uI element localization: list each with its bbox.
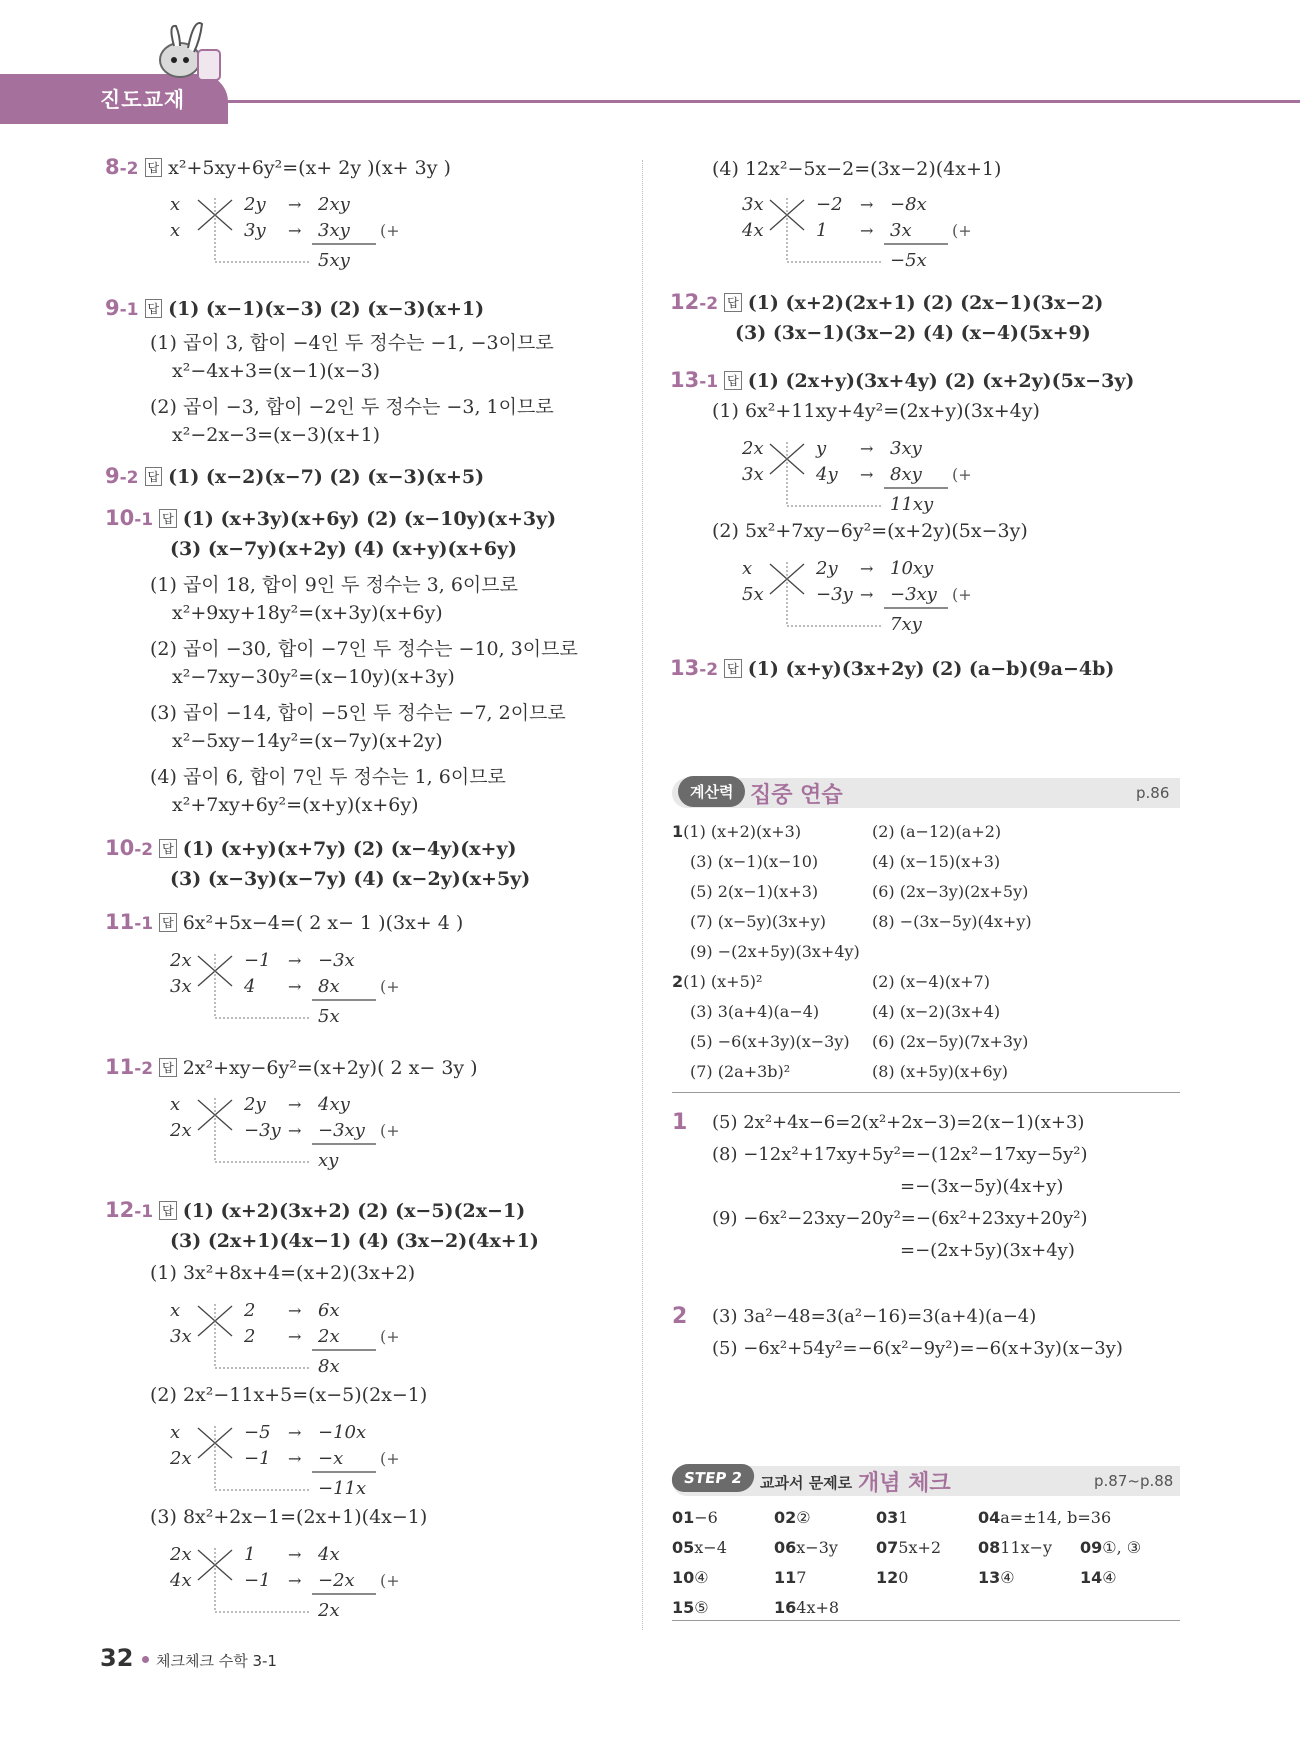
book-title: 체크체크 수학 3-1: [156, 1652, 277, 1670]
step2-answer-item: [978, 1568, 1015, 1587]
answer-text: (1) (2x+y)(3x+4y) (2) (x+2y)(5x−3y): [747, 370, 1135, 392]
cross-diagram-svg: [170, 948, 410, 1034]
step2-item-value: ②: [796, 1508, 811, 1527]
right-factor-1: −1: [244, 950, 271, 971]
cross-multiplication-diagram: [170, 1298, 410, 1388]
step2-item-number: 08: [978, 1538, 1001, 1557]
arrow-icon: →: [288, 1545, 302, 1564]
cross-diagram-svg: [742, 192, 982, 278]
calc-answer-item: [672, 822, 801, 841]
calc-item-text: (3) 3(a+4)(a−4): [690, 1002, 820, 1021]
calc-item-text: (8) (x+5y)(x+6y): [872, 1062, 1009, 1081]
right-factor-2: 3y: [244, 220, 266, 241]
explanation-line: x²−4x+3=(x−1)(x−3): [172, 360, 381, 382]
sum-result: 5xy: [318, 250, 350, 271]
problem-12-1: 12-1 답 (1) (x+2)(3x+2) (2) (x−5)(2x−1): [105, 1198, 526, 1222]
explanation-line: (3) 곱이 −14, 합이 −5인 두 정수는 −7, 2이므로: [150, 702, 566, 724]
plus-bracket: (+: [952, 585, 972, 604]
calc-answer-item: [872, 912, 1032, 931]
arrow-icon: →: [288, 1449, 302, 1468]
calc-item-text: (2) (x−4)(x+7): [872, 972, 990, 991]
calc-answer-item: [690, 912, 826, 931]
step2-item-number: 06: [774, 1538, 797, 1557]
calc-answer-item: [690, 882, 818, 901]
arrow-icon: →: [288, 1327, 302, 1346]
product-1: 4x: [318, 1544, 340, 1565]
problem-10-2: 10-2 답 (1) (x+y)(x+7y) (2) (x−4y)(x+y): [105, 836, 517, 860]
calc-answer-item: [690, 1032, 850, 1051]
answer-text: x²+5xy+6y²=(x+ 2y )(x+ 3y ): [168, 157, 451, 179]
problem-8-2: [105, 155, 451, 179]
answer-text: (1) (x+y)(3x+2y) (2) (a−b)(9a−4b): [747, 658, 1115, 680]
arrow-icon: →: [288, 1121, 302, 1140]
calc-answer-item: [690, 1062, 790, 1081]
cross-multiplication-diagram: [170, 1420, 410, 1510]
product-1: −8x: [890, 194, 927, 215]
arrow-icon: →: [860, 465, 874, 484]
explanation-line: (2) 곱이 −3, 합이 −2인 두 정수는 −3, 1이므로: [150, 396, 554, 418]
calc-item-text: (8) −(3x−5y)(4x+y): [872, 912, 1032, 931]
plus-bracket: (+: [380, 977, 400, 996]
step2-item-value: ④: [1000, 1568, 1015, 1587]
product-2: −x: [318, 1448, 344, 1469]
step2-item-number: 12: [876, 1568, 899, 1587]
left-factor-2: 5x: [742, 584, 764, 605]
left-factor-2: 2x: [170, 1120, 192, 1141]
divider: [672, 1092, 1180, 1093]
cross-multiplication-diagram: [742, 556, 982, 646]
left-factor-1: x: [170, 194, 181, 215]
product-1: −3x: [318, 950, 355, 971]
right-factor-1: 2y: [244, 1094, 266, 1115]
product-2: 3xy: [318, 220, 350, 241]
calc-answer-item: [872, 852, 1000, 871]
step2-answer-item: [1080, 1538, 1141, 1557]
step2-answer-item: [876, 1568, 908, 1587]
step2-item-number: 07: [876, 1538, 899, 1557]
product-2: 8x: [318, 976, 340, 997]
right-factor-1: y: [816, 438, 827, 459]
calc-answer-item: [872, 972, 990, 991]
arrow-icon: →: [288, 1423, 302, 1442]
right-factor-2: −3y: [816, 584, 853, 605]
explanation-line: =−(3x−5y)(4x+y): [900, 1176, 1064, 1197]
step2-answer-item: [774, 1598, 839, 1617]
step2-item-number: 16: [774, 1598, 797, 1617]
divider: [672, 1620, 1180, 1621]
explanation-line: x²−5xy−14y²=(x−7y)(x+2y): [172, 730, 443, 752]
sum-result: xy: [318, 1150, 339, 1171]
explanation-line: x²+9xy+18y²=(x+3y)(x+6y): [172, 602, 443, 624]
left-factor-1: x: [170, 1094, 181, 1115]
sum-result: 5x: [318, 1006, 340, 1027]
calc-item-text: (6) (2x−5y)(7x+3y): [872, 1032, 1029, 1051]
step2-answer-item: [672, 1598, 709, 1617]
product-1: 2xy: [318, 194, 350, 215]
calc-pill-badge: 계산력: [678, 776, 745, 807]
right-factor-2: 4y: [816, 464, 838, 485]
step2-item-value: 7: [796, 1568, 807, 1587]
calc-item-text: (9) −(2x+5y)(3x+4y): [690, 942, 860, 961]
calc-item-text: (4) (x−15)(x+3): [872, 852, 1001, 871]
cross-multiplication-diagram: [170, 1092, 410, 1182]
step2-answer-item: [978, 1538, 1052, 1557]
right-factor-2: 2: [244, 1326, 256, 1347]
step2-answer-item: [1080, 1568, 1117, 1587]
step2-answer-item: [672, 1538, 727, 1557]
answer-text: (1) (x−1)(x−3) (2) (x−3)(x+1): [168, 298, 485, 320]
column-divider: [642, 160, 643, 1630]
arrow-icon: →: [288, 951, 302, 970]
arrow-icon: →: [860, 439, 874, 458]
step2-item-number: 10: [672, 1568, 695, 1587]
footer-bullet-icon: [142, 1656, 149, 1663]
calc-answer-item: [872, 822, 1001, 841]
step2-subtitle: 교과서 문제로: [760, 1474, 853, 1492]
right-factor-2: 4: [244, 976, 256, 997]
right-factor-2: −1: [244, 1570, 271, 1591]
calc-item-text: (5) −6(x+3y)(x−3y): [690, 1032, 850, 1051]
product-2: −3xy: [318, 1120, 365, 1141]
answer-text: (1) (x+2)(3x+2) (2) (x−5)(2x−1): [182, 1200, 526, 1222]
answer-text: 6x²+5x−4=( 2 x− 1 )(3x+ 4 ): [182, 912, 464, 934]
step2-item-number: 04: [978, 1508, 1001, 1527]
problem-9-2: 9-2 답 (1) (x−2)(x−7) (2) (x−3)(x+5): [105, 464, 485, 488]
cross-diagram-svg: [170, 192, 410, 278]
answer-text: (1) (x+3y)(x+6y) (2) (x−10y)(x+3y): [182, 508, 557, 530]
right-factor-1: −5: [244, 1422, 271, 1443]
calc-item-text: (4) (x−2)(3x+4): [872, 1002, 1001, 1021]
step2-item-number: 05: [672, 1538, 695, 1557]
left-factor-1: 2x: [742, 438, 764, 459]
answer-text: (3) (3x−1)(3x−2) (4) (x−4)(5x+9): [735, 322, 1091, 344]
calc-answer-item: [872, 1062, 1008, 1081]
product-1: 10xy: [890, 558, 934, 579]
explanation-number: 1: [672, 1110, 688, 1135]
rabbit-mascot-icon: [150, 10, 230, 90]
problem-11-2: 11-2 답 2x²+xy−6y²=(x+2y)( 2 x− 3y ): [105, 1055, 478, 1079]
arrow-icon: →: [288, 221, 302, 240]
calc-section-bar: [672, 778, 1180, 808]
calc-item-text: (3) (x−1)(x−10): [690, 852, 819, 871]
explanation-line: (1) 3x²+8x+4=(x+2)(3x+2): [150, 1262, 416, 1284]
step2-item-value: 11x−y: [1000, 1538, 1053, 1557]
step2-answer-item: [774, 1508, 811, 1527]
left-factor-2: 3x: [170, 1326, 192, 1347]
explanation-line: (5) −6x²+54y²=−6(x²−9y²)=−6(x+3y)(x−3y): [712, 1338, 1123, 1359]
step2-item-value: x−4: [694, 1538, 727, 1557]
step2-title: 개념 체크: [858, 1471, 951, 1496]
arrow-icon: →: [860, 559, 874, 578]
step2-item-value: ④: [694, 1568, 709, 1587]
step2-answer-item: [672, 1568, 709, 1587]
explanation-line: x²−7xy−30y²=(x−10y)(x+3y): [172, 666, 455, 688]
answer-text: (3) (2x+1)(4x−1) (4) (3x−2)(4x+1): [170, 1230, 539, 1252]
explanation-line: (2) 5x²+7xy−6y²=(x+2y)(5x−3y): [712, 520, 1028, 542]
step2-pill-badge: STEP 2: [670, 1464, 756, 1492]
product-2: 2x: [318, 1326, 340, 1347]
problem-10-1: 10-1 답 (1) (x+3y)(x+6y) (2) (x−10y)(x+3y): [105, 506, 557, 530]
problem-13-1: 13-1 답 (1) (2x+y)(3x+4y) (2) (x+2y)(5x−3y): [670, 368, 1135, 392]
cross-multiplication-diagram: [170, 1542, 410, 1632]
plus-bracket: (+: [380, 1571, 400, 1590]
explanation-line: (5) 2x²+4x−6=2(x²+2x−3)=2(x−1)(x+3): [712, 1112, 1085, 1133]
right-factor-1: 2y: [816, 558, 838, 579]
step2-item-number: 01: [672, 1508, 695, 1527]
calc-item-text: (6) (2x−3y)(2x+5y): [872, 882, 1029, 901]
step2-item-value: 1: [898, 1508, 909, 1527]
sum-result: 7xy: [890, 614, 922, 635]
calc-item-text: (1) (x+5)²: [683, 972, 763, 991]
header-rule: [200, 100, 1300, 103]
cross-diagram-svg: [170, 1298, 410, 1384]
calc-section-title: 집중 연습: [750, 783, 843, 808]
sum-result: 8x: [318, 1356, 340, 1377]
left-factor-1: x: [170, 1300, 181, 1321]
calc-item-text: (2) (a−12)(a+2): [872, 822, 1002, 841]
left-factor-2: 4x: [170, 1570, 192, 1591]
calc-item-text: (1) (x+2)(x+3): [683, 822, 802, 841]
left-factor-2: 3x: [170, 976, 192, 997]
step2-item-value: ⑤: [694, 1598, 709, 1617]
calc-item-text: (7) (x−5y)(3x+y): [690, 912, 827, 931]
explanation-line: (4) 곱이 6, 합이 7인 두 정수는 1, 6이므로: [150, 766, 506, 788]
cross-diagram-svg: [742, 556, 982, 642]
calc-item-number: 1: [672, 822, 684, 841]
answer-text: (3) (x−7y)(x+2y) (4) (x+y)(x+6y): [170, 538, 517, 560]
explanation-line: (2) 곱이 −30, 합이 −7인 두 정수는 −10, 3이므로: [150, 638, 578, 660]
product-1: −10x: [318, 1422, 367, 1443]
explanation-number: 2: [672, 1304, 688, 1329]
arrow-icon: →: [288, 1571, 302, 1590]
problem-11-1: 11-1 답 6x²+5x−4=( 2 x− 1 )(3x+ 4 ): [105, 910, 464, 934]
step2-answer-item: [672, 1508, 718, 1527]
explanation-line: (1) 곱이 3, 합이 −4인 두 정수는 −1, −3이므로: [150, 332, 554, 354]
arrow-icon: →: [288, 1095, 302, 1114]
problem-13-2: 13-2 답 (1) (x+y)(3x+2y) (2) (a−b)(9a−4b): [670, 656, 1115, 680]
right-factor-2: −1: [244, 1448, 271, 1469]
explanation-line: (1) 곱이 18, 합이 9인 두 정수는 3, 6이므로: [150, 574, 518, 596]
left-factor-1: 2x: [170, 950, 192, 971]
step2-item-value: ①, ③: [1102, 1538, 1142, 1557]
explanation-line: x²+7xy+6y²=(x+y)(x+6y): [172, 794, 419, 816]
problem-12-2: 12-2 답 (1) (x+2)(2x+1) (2) (2x−1)(3x−2): [670, 290, 1104, 314]
explanation-line: (2) 2x²−11x+5=(x−5)(2x−1): [150, 1384, 428, 1406]
right-factor-1: −2: [816, 194, 843, 215]
sum-result: −5x: [890, 250, 927, 271]
sum-result: 11xy: [890, 494, 934, 515]
product-2: 3x: [890, 220, 912, 241]
right-factor-1: 2y: [244, 194, 266, 215]
cross-diagram-svg: [170, 1092, 410, 1178]
cross-multiplication-diagram: [170, 192, 410, 282]
calc-item-text: (5) 2(x−1)(x+3): [690, 882, 819, 901]
product-1: 6x: [318, 1300, 340, 1321]
answer-text: 2x²+xy−6y²=(x+2y)( 2 x− 3y ): [182, 1057, 478, 1079]
step2-item-value: 5x+2: [898, 1538, 942, 1557]
explanation-line: =−(2x+5y)(3x+4y): [900, 1240, 1075, 1261]
answer-tag: 답: [145, 158, 163, 177]
plus-bracket: (+: [380, 1121, 400, 1140]
step2-answer-item: [978, 1508, 1111, 1527]
calc-item-number: 2: [672, 972, 684, 991]
product-1: 3xy: [890, 438, 922, 459]
right-factor-1: 2: [244, 1300, 256, 1321]
left-factor-2: 4x: [742, 220, 764, 241]
calc-answer-item: [690, 942, 860, 961]
plus-bracket: (+: [952, 221, 972, 240]
left-factor-1: x: [742, 558, 753, 579]
calc-answer-item: [872, 882, 1028, 901]
problem-number: 8-2: [105, 155, 139, 179]
left-factor-2: 3x: [742, 464, 764, 485]
calc-answer-item: [672, 972, 762, 991]
header-title: 진도교재: [100, 88, 186, 112]
answer-text: (1) (x+2)(2x+1) (2) (2x−1)(3x−2): [747, 292, 1104, 314]
calc-item-text: (7) (2a+3b)²: [690, 1062, 791, 1081]
cross-multiplication-diagram: [742, 436, 982, 526]
arrow-icon: →: [860, 585, 874, 604]
arrow-icon: →: [288, 977, 302, 996]
calc-answer-item: [690, 852, 818, 871]
step2-item-number: 15: [672, 1598, 695, 1617]
left-factor-1: 2x: [170, 1544, 192, 1565]
left-factor-2: x: [170, 220, 181, 241]
cross-multiplication-diagram: [170, 948, 410, 1038]
calc-page-ref: p.86: [1136, 784, 1170, 802]
explanation-line: (4) 12x²−5x−2=(3x−2)(4x+1): [712, 158, 1002, 180]
step2-answer-item: [876, 1508, 908, 1527]
sum-result: −11x: [318, 1478, 367, 1499]
product-1: 4xy: [318, 1094, 350, 1115]
step2-item-number: 11: [774, 1568, 797, 1587]
step2-item-number: 14: [1080, 1568, 1103, 1587]
explanation-line: (1) 6x²+11xy+4y²=(2x+y)(3x+4y): [712, 400, 1040, 422]
problem-9-1: 9-1 답 (1) (x−1)(x−3) (2) (x−3)(x+1): [105, 296, 485, 320]
cross-diagram-svg: [170, 1542, 410, 1628]
step2-item-value: 0: [898, 1568, 909, 1587]
step2-page-ref: p.87~p.88: [1094, 1472, 1174, 1490]
cross-diagram-svg: [170, 1420, 410, 1506]
plus-bracket: (+: [380, 1449, 400, 1468]
step2-item-value: a=±14, b=36: [1000, 1508, 1112, 1527]
explanation-line: (3) 3a²−48=3(a²−16)=3(a+4)(a−4): [712, 1306, 1037, 1327]
step2-answer-item: [774, 1538, 838, 1557]
plus-bracket: (+: [380, 221, 400, 240]
arrow-icon: →: [288, 195, 302, 214]
answer-text: (1) (x+y)(x+7y) (2) (x−4y)(x+y): [182, 838, 517, 860]
calc-answer-item: [872, 1032, 1028, 1051]
step2-answer-item: [774, 1568, 806, 1587]
product-2: 8xy: [890, 464, 922, 485]
step2-item-value: x−3y: [796, 1538, 838, 1557]
step2-item-value: ④: [1102, 1568, 1117, 1587]
step2-item-number: 02: [774, 1508, 797, 1527]
right-factor-2: 1: [816, 220, 828, 241]
step2-answer-item: [876, 1538, 941, 1557]
cross-diagram-svg: [742, 436, 982, 522]
answer-text: (3) (x−3y)(x−7y) (4) (x−2y)(x+5y): [170, 868, 531, 890]
step2-item-number: 13: [978, 1568, 1001, 1587]
cross-multiplication-diagram: [742, 192, 982, 282]
product-2: −2x: [318, 1570, 355, 1591]
arrow-icon: →: [860, 195, 874, 214]
calc-answer-item: [690, 1002, 819, 1021]
left-factor-1: 3x: [742, 194, 764, 215]
right-factor-1: 1: [244, 1544, 256, 1565]
left-factor-1: x: [170, 1422, 181, 1443]
sum-result: 2x: [318, 1600, 340, 1621]
step2-item-value: 4x+8: [796, 1598, 840, 1617]
page-number: 32: [100, 1644, 134, 1672]
explanation-line: (8) −12x²+17xy+5y²=−(12x²−17xy−5y²): [712, 1144, 1088, 1165]
plus-bracket: (+: [380, 1327, 400, 1346]
product-2: −3xy: [890, 584, 937, 605]
calc-answer-item: [872, 1002, 1000, 1021]
explanation-line: (3) 8x²+2x−1=(2x+1)(4x−1): [150, 1506, 428, 1528]
arrow-icon: →: [288, 1301, 302, 1320]
step2-item-number: 09: [1080, 1538, 1103, 1557]
left-factor-2: 2x: [170, 1448, 192, 1469]
plus-bracket: (+: [952, 465, 972, 484]
step2-item-number: 03: [876, 1508, 899, 1527]
arrow-icon: →: [860, 221, 874, 240]
answer-text: (1) (x−2)(x−7) (2) (x−3)(x+5): [168, 466, 485, 488]
right-factor-2: −3y: [244, 1120, 281, 1141]
explanation-line: x²−2x−3=(x−3)(x+1): [172, 424, 381, 446]
step2-item-value: −6: [694, 1508, 718, 1527]
explanation-line: (9) −6x²−23xy−20y²=−(6x²+23xy+20y²): [712, 1208, 1088, 1229]
